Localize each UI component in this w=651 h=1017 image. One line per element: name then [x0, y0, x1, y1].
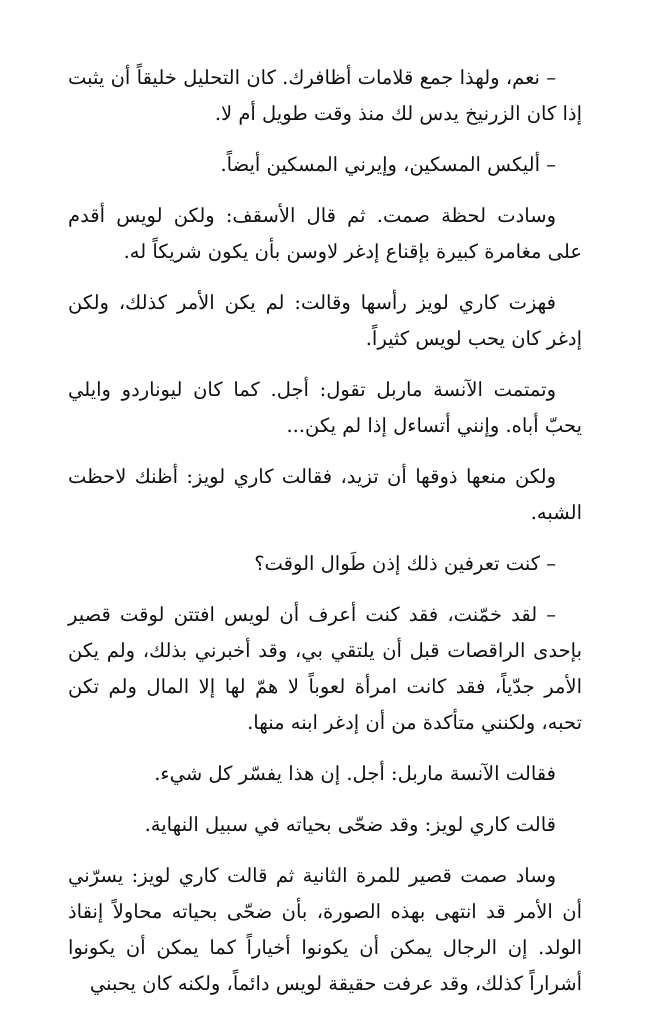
paragraph-11: وساد صمت قصير للمرة الثانية ثم قالت كاري لويز: يسرّني أن الأمر قد انتهى بهذه الصورة، بأن ضحّى بحياته محاولاً إنقاذ الولد. إن الرجال يمكن أن يكونوا أخياراً كما يمكن أن يكونوا أشراراً كذلك، وقد عرفت حقيقة لويس دائماً، ولكنه كان يحبني	[68, 864, 582, 995]
paragraph-3: وسادت لحظة صمت. ثم قال الأسقف: ولكن لويس أقدم على مغامرة كبيرة بإقناع إدغر لاوسن بأن يكون شريكاً له.	[68, 204, 582, 263]
paragraph-6: ولكن منعها ذوقها أن تزيد، فقالت كاري لويز: أظنك لاحظت الشبه.	[68, 465, 582, 524]
paragraph-9: فقالت الآنسة ماربل: أجل. إن هذا يفسّر كل شيء.	[154, 762, 556, 785]
paragraph-10: قالت كاري لويز: وقد ضحّى بحياته في سبيل النهاية.	[144, 813, 556, 836]
paragraph-5: وتمتمت الآنسة ماربل تقول: أجل. كما كان ليوناردو وايلي يحبّ أباه. وإنني أتساءل إذا لم يكن...	[68, 378, 582, 437]
book-page	[68, 60, 582, 1017]
paragraph-4: فهزت كاري لويز رأسها وقالت: لم يكن الأمر كذلك، ولكن إدغر كان يحب لويس كثيراً.	[68, 291, 582, 350]
paragraph-8: – لقد خمّنت، فقد كنت أعرف أن لويس افتتن لوقت قصير بإحدى الراقصات قبل أن يلتقي بي، وقد أخبرني بذلك، ولم يكن الأمر جدّياً، فقد كانت امرأة لعوباً لا همّ لها إلا المال ولم تكن تحبه، ولكنني متأكدة من أن إدغر ابنه منها.	[68, 603, 582, 734]
paragraph-7: – كنت تعرفين ذلك إذن طَوال الوقت؟	[254, 552, 556, 575]
paragraph-1: – نعم، ولهذا جمع قلامات أظافرك. كان التحليل خليقاً أن يثبت إذا كان الزرنيخ يدس لك منذ وقت طويل أم لا.	[68, 66, 582, 125]
paragraph-2: – أليكس المسكين، وإيرني المسكين أيضاً.	[220, 153, 556, 176]
